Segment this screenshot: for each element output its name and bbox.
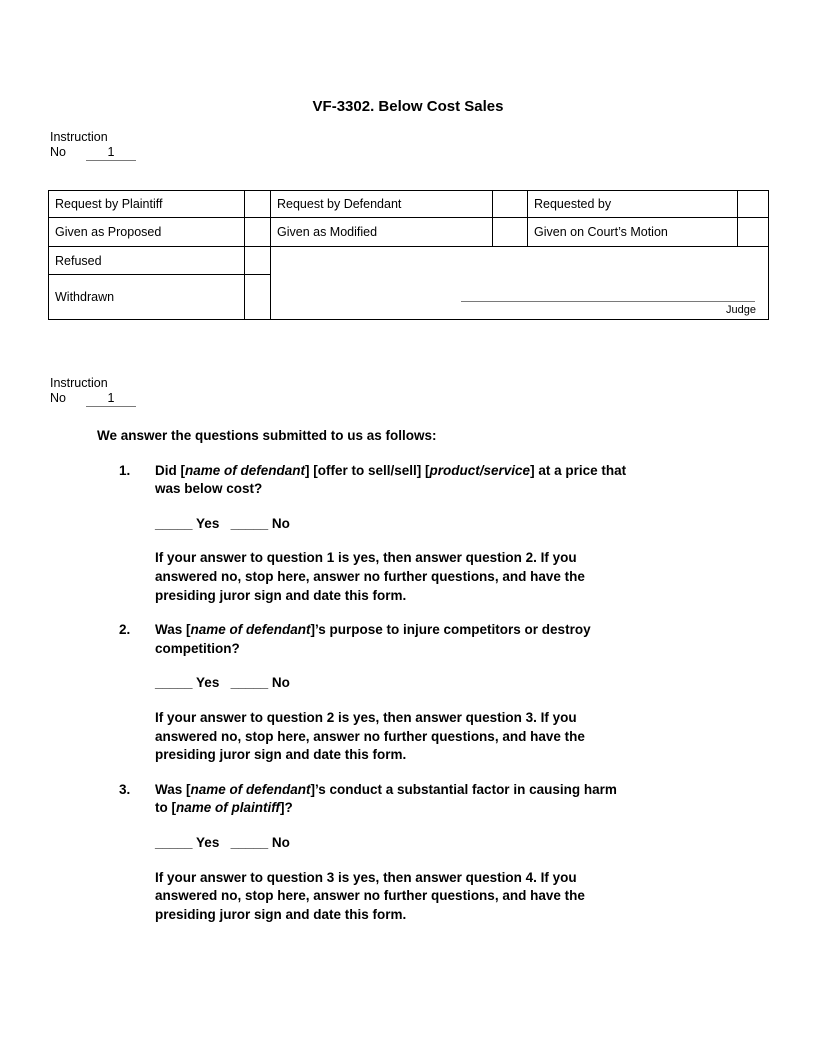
form-title: VF-3302. Below Cost Sales bbox=[312, 98, 504, 115]
question-2-followup: If your answer to question 2 is yes, then answer question 3. If you answered no, stop here, answer no further questions, and have the presiding juror sign and date this form. bbox=[155, 709, 585, 763]
checkbox-requested-by[interactable] bbox=[738, 191, 769, 218]
judge-signature-cell bbox=[271, 247, 769, 320]
instruction-no-row bbox=[50, 145, 136, 161]
question-3-group bbox=[119, 781, 745, 925]
question-1-group bbox=[119, 462, 745, 606]
instruction-number-block-top bbox=[50, 130, 136, 161]
question-1-followup: If your answer to question 1 is yes, then answer question 2. If you answered no, stop here, answer no further questions, and have the presiding juror sign and date this form. bbox=[155, 550, 585, 603]
question-3-number: 3. bbox=[119, 781, 131, 797]
cell-refused: Refused bbox=[49, 247, 245, 275]
instruction-number-field[interactable]: 1 bbox=[86, 391, 136, 407]
checkbox-withdrawn[interactable] bbox=[245, 275, 271, 320]
instruction-label: Instruction bbox=[50, 376, 108, 390]
question-1-row bbox=[119, 462, 745, 499]
checkbox-given-as-modified[interactable] bbox=[493, 218, 528, 247]
question-1-text: Did [name of defendant] [offer to sell/sell] [product/service] at a price that was below cost? bbox=[155, 462, 627, 497]
table-row bbox=[49, 218, 769, 247]
checkbox-request-by-plaintiff[interactable] bbox=[245, 191, 271, 218]
instruction-label: Instruction bbox=[50, 130, 108, 144]
instruction-no-label: No bbox=[50, 391, 66, 405]
question-3-text: Was [name of defendant]’s conduct a substantial factor in causing harm to [name of plaintiff]? bbox=[155, 781, 617, 816]
instruction-no-row bbox=[50, 391, 136, 407]
checkbox-given-on-courts-motion[interactable] bbox=[738, 218, 769, 247]
question-2-number: 2. bbox=[119, 622, 131, 638]
cell-requested-by: Requested by bbox=[528, 191, 738, 218]
cell-request-by-plaintiff: Request by Plaintiff bbox=[49, 191, 245, 218]
cell-given-as-proposed: Given as Proposed bbox=[49, 218, 245, 247]
table-row bbox=[49, 191, 769, 218]
checkbox-given-as-proposed[interactable] bbox=[245, 218, 271, 247]
questions-intro: We answer the questions submitted to us as follows: bbox=[97, 428, 437, 443]
instruction-no-label: No bbox=[50, 145, 66, 159]
question-3-answer-blanks[interactable]: _____ Yes _____ No bbox=[155, 834, 290, 850]
verdict-questions bbox=[97, 427, 745, 940]
question-2-answer-blanks[interactable]: _____ Yes _____ No bbox=[155, 675, 290, 691]
cell-given-as-modified: Given as Modified bbox=[271, 218, 493, 247]
question-2-text: Was [name of defendant]’s purpose to injure competitors or destroy competition? bbox=[155, 622, 591, 656]
instruction-number-field[interactable]: 1 bbox=[86, 145, 136, 161]
question-2-group bbox=[119, 621, 745, 765]
table-row bbox=[49, 247, 769, 275]
judge-label: Judge bbox=[726, 304, 756, 316]
judge-signature-line[interactable] bbox=[461, 301, 755, 302]
cell-given-on-courts-motion: Given on Court’s Motion bbox=[528, 218, 738, 247]
cell-request-by-defendant: Request by Defendant bbox=[271, 191, 493, 218]
checkbox-request-by-defendant[interactable] bbox=[493, 191, 528, 218]
request-status-table bbox=[48, 190, 769, 320]
question-1-answer-blanks[interactable]: _____ Yes _____ No bbox=[155, 515, 290, 531]
checkbox-refused[interactable] bbox=[245, 247, 271, 275]
question-3-row bbox=[119, 781, 745, 818]
question-3-followup: If your answer to question 3 is yes, then answer question 4. If you answered no, stop here, answer no further questions, and have the presiding juror sign and date this form. bbox=[155, 869, 585, 922]
question-2-row bbox=[119, 621, 745, 658]
instruction-number-block-bottom bbox=[50, 376, 136, 407]
question-1-number: 1. bbox=[119, 462, 131, 478]
cell-withdrawn: Withdrawn bbox=[49, 275, 245, 320]
